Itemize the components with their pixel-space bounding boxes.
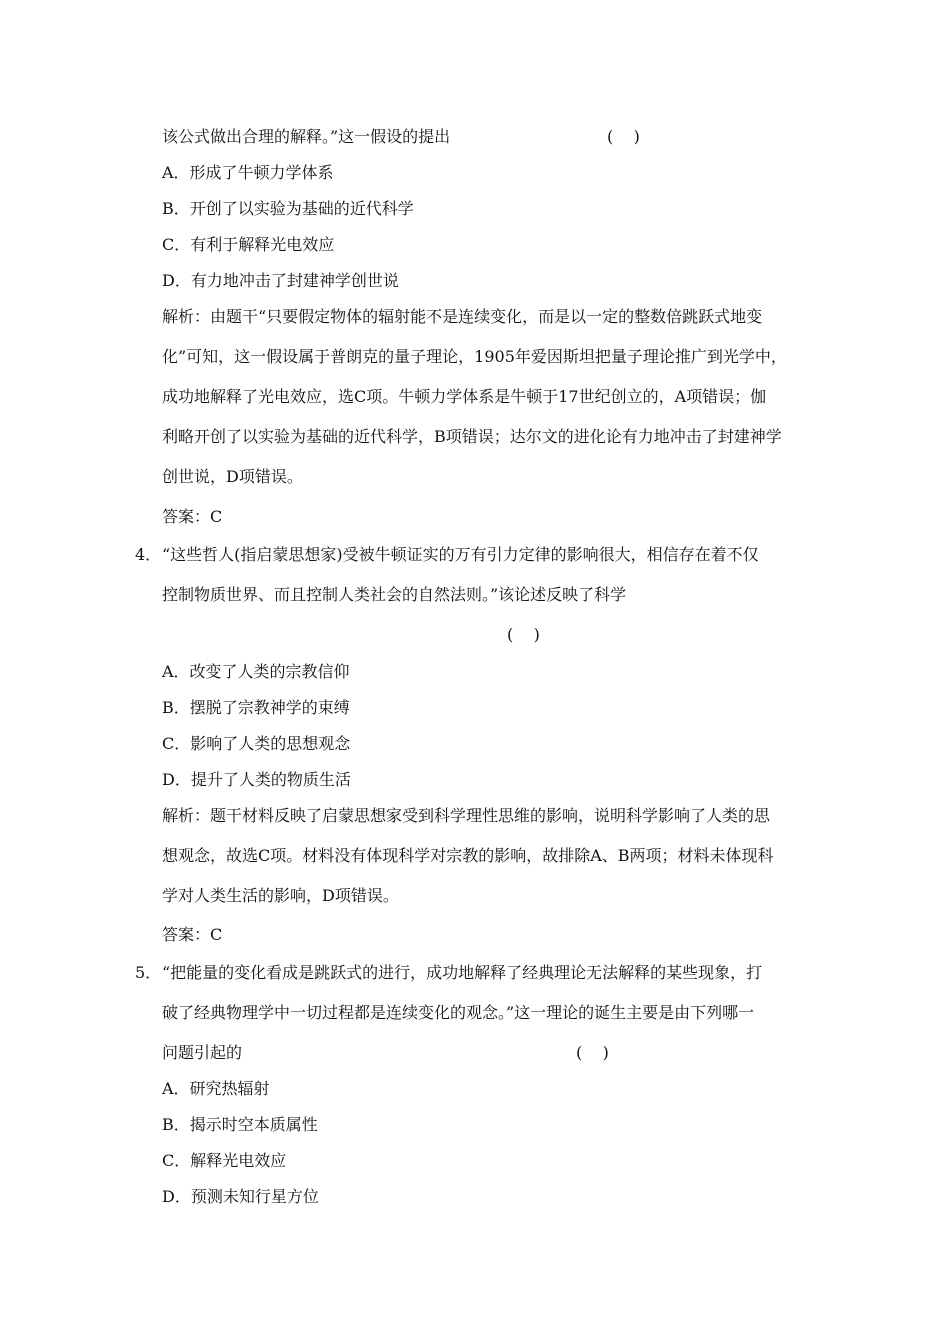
q4-stem-line-1: “这些哲人(指启蒙思想家)受被牛顿证实的万有引力定律的影响很大，相信存在着不仅 (162, 545, 759, 564)
q3-stem-tail: 该公式做出合理的解释。”这一假设的提出 (162, 127, 451, 146)
q4-option-a: A．改变了人类的宗教信仰 (162, 662, 350, 681)
q5-option-d: D．预测未知行星方位 (162, 1187, 319, 1206)
q5-stem-line-1: “把能量的变化看成是跳跃式的进行，成功地解释了经典理论无法解释的某些现象，打 (162, 963, 763, 982)
q4-analysis-line-1: 解析：题干材料反映了启蒙思想家受到科学理性思维的影响，说明科学影响了人类的思 (162, 806, 771, 825)
q4-answer-paren: ( ) (507, 625, 540, 644)
q5-answer-paren: ( ) (576, 1043, 609, 1062)
q3-analysis-line-5: 创世说，D项错误。 (162, 467, 303, 486)
q3-analysis-line-4: 利略开创了以实验为基础的近代科学，B项错误；达尔文的进化论有力地冲击了封建神学 (162, 427, 782, 446)
q3-option-b: B．开创了以实验为基础的近代科学 (162, 199, 414, 218)
q5-number: 5． (135, 963, 162, 982)
q5-stem-line-3: 问题引起的 (162, 1043, 243, 1062)
q4-stem-line-2: 控制物质世界、而且控制人类社会的自然法则。”该论述反映了科学 (162, 585, 627, 604)
q3-option-d: D．有力地冲击了封建神学创世说 (162, 271, 399, 290)
q3-option-c: C．有利于解释光电效应 (162, 235, 335, 254)
q4-answer: 答案：C (162, 925, 223, 944)
q5-stem-line-2: 破了经典物理学中一切过程都是连续变化的观念。”这一理论的诞生主要是由下列哪一 (162, 1003, 755, 1022)
q3-option-a: A．形成了牛顿力学体系 (162, 163, 334, 182)
q4-option-c: C．影响了人类的思想观念 (162, 734, 351, 753)
q3-analysis-line-1: 解析：由题干“只要假定物体的辐射能不是连续变化，而是以一定的整数倍跳跃式地变 (162, 307, 763, 326)
q3-analysis-line-2: 化”可知，这一假设属于普朗克的量子理论，1905年爱因斯坦把量子理论推广到光学中， (162, 347, 787, 366)
q4-number: 4． (135, 545, 162, 564)
q4-analysis-line-2: 想观念，故选C项。材料没有体现科学对宗教的影响，故排除A、B两项；材料未体现科 (162, 846, 774, 865)
q3-answer-paren: ( ) (607, 127, 640, 146)
q3-analysis-line-3: 成功地解释了光电效应，选C项。牛顿力学体系是牛顿于17世纪创立的，A项错误；伽 (162, 387, 767, 406)
q4-analysis-line-3: 学对人类生活的影响，D项错误。 (162, 886, 399, 905)
q5-option-a: A．研究热辐射 (162, 1079, 270, 1098)
q5-option-c: C．解释光电效应 (162, 1151, 287, 1170)
q4-option-b: B．摆脱了宗教神学的束缚 (162, 698, 350, 717)
q4-option-d: D．提升了人类的物质生活 (162, 770, 351, 789)
q3-answer: 答案：C (162, 507, 223, 526)
q5-option-b: B．揭示时空本质属性 (162, 1115, 318, 1134)
